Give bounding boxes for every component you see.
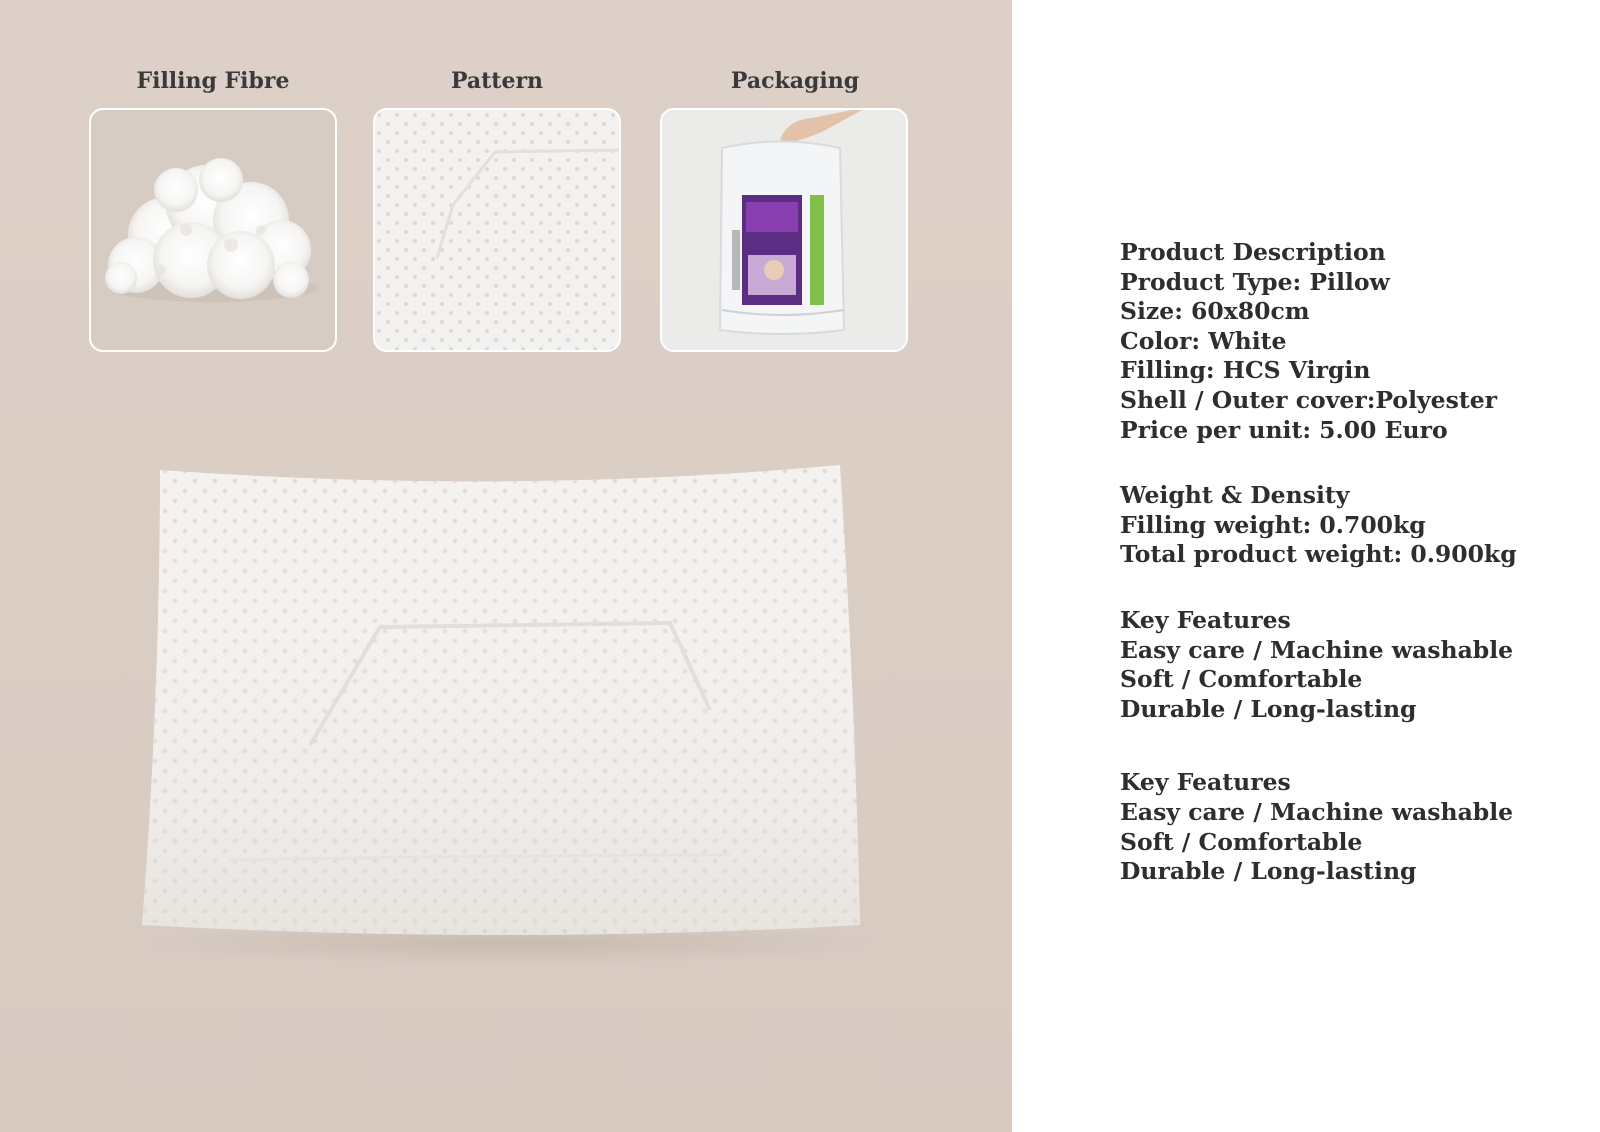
- packaging-image-icon: [662, 110, 906, 350]
- product-info: [1120, 238, 1580, 887]
- key-features-block: [1120, 606, 1580, 724]
- description-heading: Product Description: [1120, 238, 1386, 266]
- filling-weight-line: Filling weight: 0.700kg: [1120, 510, 1426, 539]
- key-features-block-repeat: [1120, 768, 1580, 886]
- product-description-block: [1120, 238, 1580, 445]
- thumb-label-filling-fibre: Filling Fibre: [136, 68, 290, 94]
- color-line: Color: White: [1120, 326, 1287, 355]
- feature-line: Durable / Long-lasting: [1120, 694, 1417, 723]
- feature-line: Easy care / Machine washable: [1120, 797, 1514, 826]
- pillow-image-icon: [130, 455, 890, 975]
- feature-line: Durable / Long-lasting: [1120, 857, 1417, 886]
- thumb-label-pattern: Pattern: [450, 68, 544, 94]
- filling-line: Filling: HCS Virgin: [1120, 356, 1371, 385]
- filling-fibre-thumbnail: [89, 108, 337, 352]
- feature-line: Easy care / Machine washable: [1120, 635, 1514, 664]
- price-line: Price per unit: 5.00 Euro: [1120, 415, 1448, 444]
- feature-line: Soft / Comfortable: [1120, 827, 1363, 856]
- fibre-image-icon: [91, 110, 335, 350]
- product-type-line: Product Type: Pillow: [1120, 267, 1390, 296]
- weight-heading: Weight & Density: [1120, 481, 1350, 510]
- total-weight-line: Total product weight: 0.900kg: [1120, 540, 1517, 569]
- thumb-label-packaging: Packaging: [730, 68, 860, 94]
- features-heading: Key Features: [1120, 768, 1291, 797]
- main-pillow-image: [130, 455, 890, 975]
- shell-line: Shell / Outer cover:Polyester: [1120, 385, 1498, 414]
- feature-line: Soft / Comfortable: [1120, 665, 1363, 694]
- packaging-thumbnail: [660, 108, 908, 352]
- pattern-image-icon: [375, 110, 619, 350]
- pattern-thumbnail: [373, 108, 621, 352]
- features-heading: Key Features: [1120, 605, 1291, 634]
- size-line: Size: 60x80cm: [1120, 297, 1310, 326]
- weight-density-block: [1120, 481, 1580, 570]
